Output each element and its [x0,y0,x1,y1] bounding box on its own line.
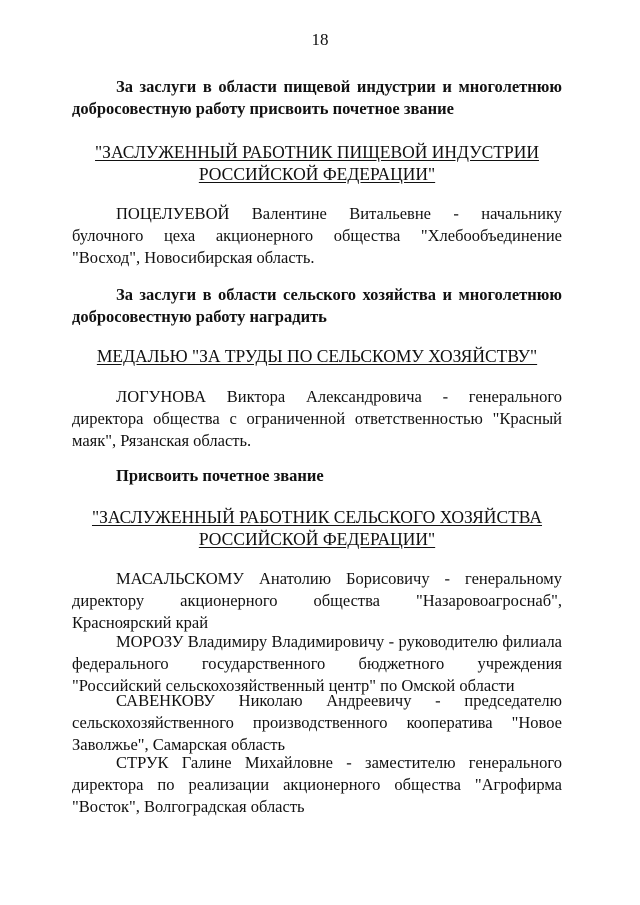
awardee-entry: ЛОГУНОВА Виктора Александровича - генерального директора общества с ограниченной ответственностью "Красный маяк", Рязанская область. [72,387,562,450]
page-number: 18 [311,30,329,49]
award-title-food-industry [72,141,562,185]
awardee-entry: МАСАЛЬСКОМУ Анатолию Борисовичу - генеральному директору акционерного общества "Назаровоагроснаб", Красноярский край [72,569,562,632]
award-title-line: РОССИЙСКОЙ ФЕДЕРАЦИИ" [198,164,436,184]
section-heading-honorary-title: Присвоить почетное звание [116,466,324,485]
awardee-entry: ПОЦЕЛУЕВОЙ Валентине Витальевне - начальнику булочного цеха акционерного общества "Хлебообъединение "Восход", Новосибирская область. [72,204,562,267]
section-heading-food-industry: За заслуги в области пищевой индустрии и многолетнюю добросовестную работу присвоить почетное звание [72,77,562,118]
section-heading-agriculture-medal: За заслуги в области сельского хозяйства и многолетнюю добросовестную работу наградить [72,285,562,326]
award-title-line: РОССИЙСКОЙ ФЕДЕРАЦИИ" [198,529,436,549]
award-title-line: "ЗАСЛУЖЕННЫЙ РАБОТНИК ПИЩЕВОЙ ИНДУСТРИИ [95,142,539,162]
award-title-line: "ЗАСЛУЖЕННЫЙ РАБОТНИК СЕЛЬСКОГО ХОЗЯЙСТВА [91,507,543,527]
award-title-agriculture [72,506,562,550]
awardee-entry: САВЕНКОВУ Николаю Андреевичу - председателю сельскохозяйственного производственного кооператива "Новое Заволжье", Самарская область [72,691,562,754]
awardee-entry: МОРОЗУ Владимиру Владимировичу - руководителю филиала федерального государственного бюджетного учреждения "Российский сельскохозяйственный центр" по Омской области [72,632,562,695]
award-title-line: МЕДАЛЬЮ "ЗА ТРУДЫ ПО СЕЛЬСКОМУ ХОЗЯЙСТВУ" [96,346,538,366]
awardee-entry: СТРУК Галине Михайловне - заместителю генерального директора по реализации акционерного общества "Агрофирма "Восток", Волгоградская область [72,753,562,816]
award-title-medal [72,345,562,367]
